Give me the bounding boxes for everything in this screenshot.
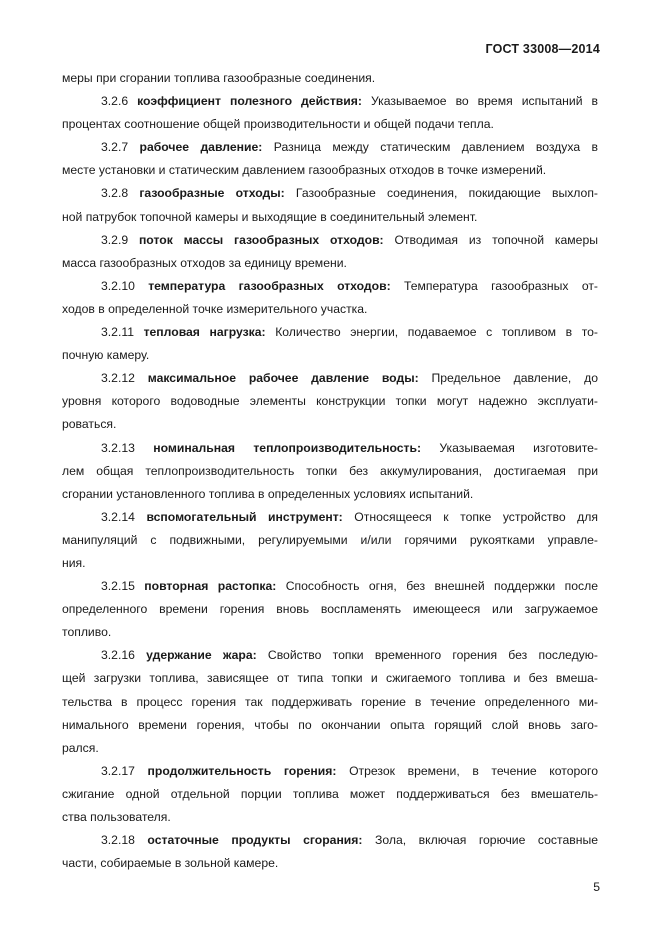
text-line	[62, 760, 598, 783]
text-run: щей загрузки топлива, зависящее от типа топки и сжигаемого топлива и без вмеша-	[62, 671, 598, 686]
text-line	[62, 829, 598, 852]
text-run: 3.2.8	[101, 186, 140, 201]
text-run: нимального времени горения, чтобы по окончании опыта горящий слой вновь заго-	[62, 717, 598, 732]
term-name: газообразные отходы:	[139, 186, 285, 201]
text-line	[62, 67, 598, 90]
text-line	[62, 90, 598, 113]
text-line	[62, 506, 598, 529]
text-line	[62, 206, 598, 229]
text-line	[62, 852, 598, 875]
text-run: манипуляций с подвижными, регулируемыми и/или горячими рукоятками управле-	[62, 532, 598, 547]
text-run: 3.2.7	[101, 140, 140, 155]
text-run: Относящееся к топке устройство для	[342, 509, 598, 524]
text-run: ния.	[62, 555, 86, 570]
term-name: вспомогательный инструмент:	[146, 509, 343, 524]
text-run: Предельное давление, до	[418, 371, 598, 386]
text-line	[62, 275, 598, 298]
term-name: повторная растопка:	[144, 579, 277, 594]
text-run: 3.2.18	[101, 833, 148, 848]
text-line	[62, 460, 598, 483]
text-line	[62, 252, 598, 275]
text-line	[62, 136, 598, 159]
text-run: части, собираемые в зольной камере.	[62, 856, 279, 871]
text-run: 3.2.17	[101, 763, 148, 778]
text-line	[62, 390, 598, 413]
text-line	[62, 229, 598, 252]
page-number: 5	[593, 880, 600, 894]
text-run: 3.2.14	[101, 509, 147, 524]
text-line	[62, 737, 598, 760]
text-line	[62, 413, 598, 436]
text-run: ной патрубок топочной камеры и выходящие в соединительный элемент.	[62, 209, 478, 224]
text-run: рался.	[62, 740, 99, 755]
text-line	[62, 598, 598, 621]
term-name: тепловая нагрузка:	[143, 325, 266, 340]
text-line	[62, 575, 598, 598]
text-run: месте установки и статическим давлением газообразных отходов в точке измерений.	[62, 163, 547, 178]
text-run: Количество энергии, подаваемое с топливом в то-	[265, 325, 598, 340]
text-run: 3.2.9	[101, 232, 139, 247]
text-line	[62, 783, 598, 806]
term-name: температура газообразных отходов:	[148, 278, 391, 293]
term-name: остаточные продукты сгорания:	[147, 833, 363, 848]
text-line	[62, 529, 598, 552]
text-line	[62, 298, 598, 321]
text-run: Температура газообразных от-	[390, 278, 598, 293]
text-run: сжигание одной отдельной порции топлива может поддерживаться без вмешатель-	[62, 786, 598, 801]
text-run: 3.2.10	[101, 278, 149, 293]
text-run: определенного времени горения вновь воспламенять имеющееся или загружаемое	[62, 602, 598, 617]
text-line	[62, 437, 598, 460]
text-line	[62, 691, 598, 714]
term-name: коэффициент полезного действия:	[137, 94, 362, 109]
text-line	[62, 159, 598, 182]
text-run: ходов в определенной точке измерительного участка.	[62, 301, 368, 316]
term-name: максимальное рабочее давление воды:	[147, 371, 419, 386]
text-line	[62, 321, 598, 344]
text-run: Свойство топки временного горения без последую-	[256, 648, 598, 663]
text-run: Способность огня, без внешней поддержки после	[276, 579, 598, 594]
text-line	[62, 644, 598, 667]
text-line	[62, 344, 598, 367]
term-name: номинальная теплопроизводительность:	[153, 440, 422, 455]
text-run: Разница между статическим давлением воздуха в	[262, 140, 598, 155]
text-run: Зола, включая горючие составные	[362, 833, 598, 848]
text-run: меры при сгорании топлива газообразные соединения.	[62, 71, 376, 85]
text-line	[62, 182, 598, 205]
text-line	[62, 552, 598, 575]
text-run: 3.2.12	[101, 371, 148, 386]
text-line	[62, 621, 598, 644]
text-run: лем общая теплопроизводительность топки без аккумулирования, достигаемая при	[62, 463, 598, 478]
document-header: ГОСТ 33008—2014	[485, 42, 600, 56]
text-line	[62, 113, 598, 136]
text-run: процентах соотношение общей производительности и общей подачи тепла.	[62, 117, 494, 132]
text-run: почную камеру.	[62, 348, 150, 363]
text-run: тельства в процесс горения так поддерживать горение в течение определенного ми-	[62, 694, 598, 709]
text-run: Газообразные соединения, покидающие выхлоп-	[284, 186, 598, 201]
text-run: Указываемое во время испытаний в	[361, 94, 598, 109]
text-line	[62, 667, 598, 690]
text-run: Отводимая из топочной камеры	[383, 232, 598, 247]
text-run: масса газообразных отходов за единицу времени.	[62, 255, 347, 270]
term-name: продолжительность горения:	[147, 763, 337, 778]
text-run: 3.2.13	[101, 440, 154, 455]
text-run: Указываемая изготовите-	[421, 440, 598, 455]
text-run: топливо.	[62, 625, 112, 640]
term-name: поток массы газообразных отходов:	[138, 232, 384, 247]
text-run: 3.2.6	[101, 94, 138, 109]
text-run: уровня которого водоводные элементы конструкции топки могут надежно эксплуати-	[62, 394, 598, 409]
text-run: 3.2.16	[101, 648, 147, 663]
text-run: сгорании установленного топлива в определенных условиях испытаний.	[62, 486, 474, 501]
text-run: 3.2.11	[101, 325, 144, 340]
text-run: ства пользователя.	[62, 810, 171, 824]
document-body	[62, 67, 598, 875]
text-line	[62, 806, 598, 829]
text-line	[62, 714, 598, 737]
text-line	[62, 367, 598, 390]
term-name: рабочее давление:	[139, 140, 263, 155]
text-line	[62, 483, 598, 506]
text-run: Отрезок времени, в течение которого	[336, 763, 598, 778]
term-name: удержание жара:	[146, 648, 257, 663]
text-run: роваться.	[62, 417, 117, 432]
text-run: 3.2.15	[101, 579, 145, 594]
